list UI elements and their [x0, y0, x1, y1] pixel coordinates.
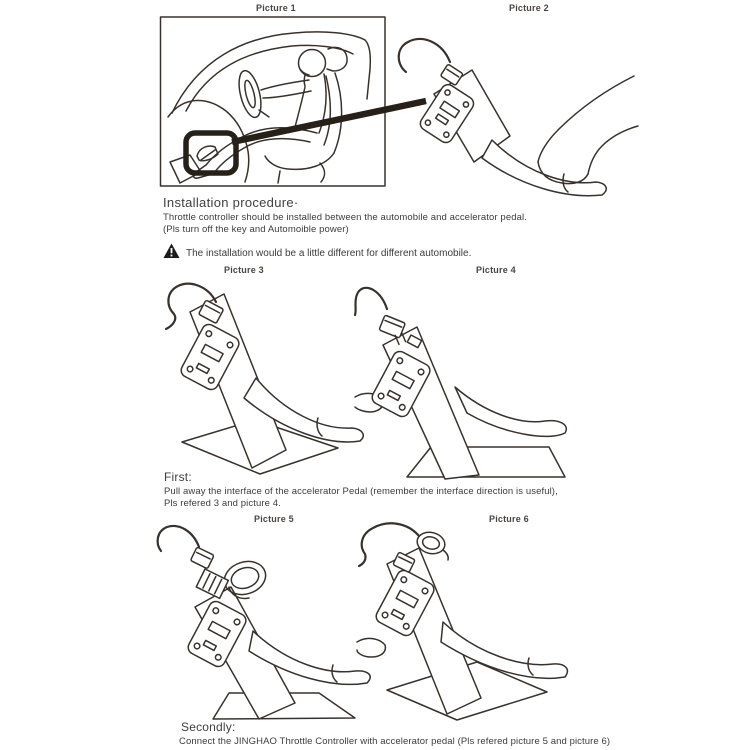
picture2-figure [388, 34, 640, 192]
sensor-wire [399, 39, 450, 72]
pedal-arm [455, 387, 566, 436]
connector-wire [355, 288, 387, 315]
picture4-figure [355, 281, 575, 479]
installation-line2: (Pls turn off the key and Automoible power) [163, 224, 349, 235]
installation-line1: Throttle controller should be installed between the automobile and accelerator pedal. [163, 212, 527, 223]
picture2-label: Picture 2 [509, 3, 549, 13]
picture5-figure [157, 523, 389, 719]
warning-triangle-icon [163, 243, 180, 259]
pedal-drawing [399, 39, 607, 196]
pedal-base [407, 447, 565, 477]
connector-wire [158, 526, 199, 551]
picture6-figure [357, 522, 592, 722]
picture4-label: Picture 4 [476, 265, 516, 275]
picture1-label: Picture 1 [256, 3, 296, 13]
first-heading: First: [164, 470, 192, 484]
neighbor-pedal-tip [357, 638, 385, 657]
secondly-heading: Secondly: [181, 720, 236, 734]
installation-heading: Installation procedure· [163, 195, 299, 210]
pedal-connector [190, 547, 214, 569]
picture3-label: Picture 3 [224, 265, 264, 275]
picture6-label: Picture 6 [489, 514, 529, 524]
picture3-figure [160, 282, 378, 476]
first-line1: Pull away the interface of the accelerator Pedal (remember the interface direction is useful), [164, 486, 558, 497]
first-line2: Pls refered 3 and picture 4. [164, 498, 281, 509]
secondly-line1: Connect the JINGHAO Throttle Controller with accelerator pedal (Pls refered picture 5 and picture 6) [179, 736, 611, 747]
warning-text: The installation would be a little different for different automobile. [186, 248, 472, 259]
picture5-label: Picture 5 [254, 514, 294, 524]
driver-foot-drawing [538, 76, 638, 184]
